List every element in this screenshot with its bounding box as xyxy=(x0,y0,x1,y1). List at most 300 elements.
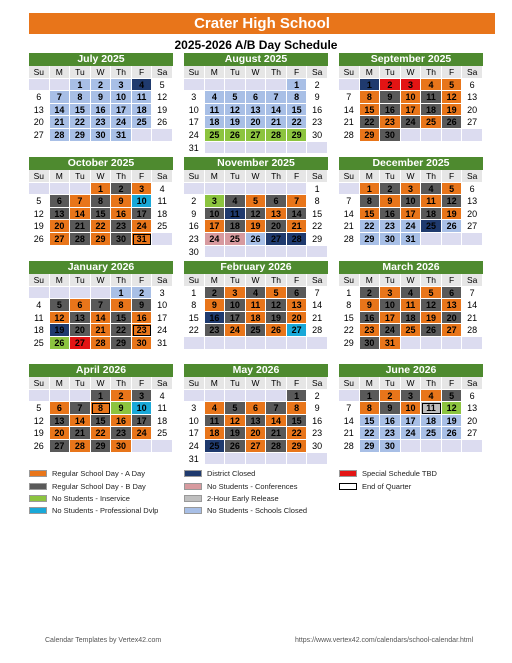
weekday-label: M xyxy=(360,274,381,287)
day-cell: 31 xyxy=(132,233,153,246)
day-cell: 16 xyxy=(307,104,328,117)
day-cell: 2 xyxy=(111,390,132,403)
day-cell: 26 xyxy=(421,324,442,337)
day-cell: 21 xyxy=(266,116,287,129)
legend-item-A xyxy=(29,468,179,479)
empty-day-cell xyxy=(442,129,463,142)
day-cell: 12 xyxy=(225,104,246,117)
day-cell: 20 xyxy=(246,116,267,129)
empty-day-cell xyxy=(70,390,91,403)
day-cell: 24 xyxy=(401,427,422,440)
day-cell: 4 xyxy=(421,183,442,196)
day-cell: 24 xyxy=(401,116,422,129)
empty-day-cell xyxy=(70,183,91,196)
day-cell: 28 xyxy=(307,324,328,337)
weekday-label: Su xyxy=(339,377,360,390)
day-cell: 24 xyxy=(205,233,226,246)
day-cell: 27 xyxy=(246,129,267,142)
empty-day-cell xyxy=(225,79,246,92)
month-november-2025 xyxy=(184,157,328,258)
empty-day-cell xyxy=(266,453,287,466)
day-cell: 22 xyxy=(287,427,308,440)
empty-day-cell xyxy=(287,337,308,350)
empty-day-cell xyxy=(307,246,328,259)
day-cell: 26 xyxy=(29,233,50,246)
day-cell: 18 xyxy=(225,220,246,233)
day-cell: 10 xyxy=(205,208,226,221)
empty-day-cell xyxy=(152,440,173,453)
day-cell: 11 xyxy=(421,91,442,104)
legend-swatch xyxy=(29,507,47,514)
legend-item-tbd xyxy=(339,468,489,479)
empty-day-cell xyxy=(462,129,483,142)
day-cell: 28 xyxy=(50,129,71,142)
empty-day-cell xyxy=(246,79,267,92)
weekday-label: Th xyxy=(266,274,287,287)
day-cell: 10 xyxy=(401,402,422,415)
weekday-label: Su xyxy=(184,274,205,287)
day-cell: 10 xyxy=(184,415,205,428)
month-march-2026 xyxy=(339,261,483,350)
month-days-grid xyxy=(29,377,173,453)
day-cell: 13 xyxy=(246,415,267,428)
empty-day-cell xyxy=(287,142,308,155)
day-cell: 28 xyxy=(339,129,360,142)
weekday-label: M xyxy=(50,66,71,79)
month-october-2025 xyxy=(29,157,173,246)
empty-day-cell xyxy=(287,453,308,466)
day-cell: 8 xyxy=(339,299,360,312)
day-cell: 12 xyxy=(246,208,267,221)
day-cell: 12 xyxy=(442,91,463,104)
weekday-label: Th xyxy=(111,274,132,287)
day-cell: 13 xyxy=(266,208,287,221)
legend-item-early xyxy=(184,493,334,504)
day-cell: 2 xyxy=(91,79,112,92)
empty-day-cell xyxy=(421,129,442,142)
empty-day-cell xyxy=(339,79,360,92)
day-cell: 23 xyxy=(184,233,205,246)
day-cell: 30 xyxy=(360,337,381,350)
day-cell: 13 xyxy=(462,402,483,415)
empty-day-cell xyxy=(307,337,328,350)
day-cell: 8 xyxy=(91,402,112,415)
day-cell: 30 xyxy=(307,440,328,453)
day-cell: 27 xyxy=(287,324,308,337)
day-cell: 26 xyxy=(266,324,287,337)
empty-day-cell xyxy=(205,453,226,466)
empty-day-cell xyxy=(29,390,50,403)
month-september-2025 xyxy=(339,53,483,142)
day-cell: 9 xyxy=(380,91,401,104)
day-cell: 4 xyxy=(152,390,173,403)
weekday-label: Sa xyxy=(307,170,328,183)
day-cell: 7 xyxy=(307,287,328,300)
empty-day-cell xyxy=(205,79,226,92)
day-cell: 2 xyxy=(360,287,381,300)
empty-day-cell xyxy=(184,337,205,350)
weekday-label: F xyxy=(287,377,308,390)
legend-label: No Students - Professional Dvlp xyxy=(52,506,159,515)
day-cell: 11 xyxy=(205,104,226,117)
empty-day-cell xyxy=(442,440,463,453)
day-cell: 1 xyxy=(360,390,381,403)
legend-swatch xyxy=(184,507,202,514)
weekday-label: Tu xyxy=(70,274,91,287)
day-cell: 13 xyxy=(462,91,483,104)
day-cell: 11 xyxy=(132,91,153,104)
empty-day-cell xyxy=(225,142,246,155)
day-cell: 13 xyxy=(442,299,463,312)
legend-item-svc xyxy=(29,493,179,504)
day-cell: 12 xyxy=(29,208,50,221)
day-cell: 29 xyxy=(360,440,381,453)
schedule-subtitle: 2025-2026 A/B Day Schedule xyxy=(174,38,338,52)
day-cell: 6 xyxy=(246,402,267,415)
day-cell: 5 xyxy=(266,287,287,300)
day-cell: 19 xyxy=(225,116,246,129)
day-cell: 16 xyxy=(205,312,226,325)
month-days-grid xyxy=(339,66,483,142)
month-header: June 2026 xyxy=(339,364,483,377)
empty-day-cell xyxy=(266,246,287,259)
day-cell: 29 xyxy=(91,233,112,246)
day-cell: 7 xyxy=(339,402,360,415)
day-cell: 25 xyxy=(246,324,267,337)
day-cell: 20 xyxy=(442,312,463,325)
day-cell: 7 xyxy=(70,402,91,415)
day-cell: 16 xyxy=(307,415,328,428)
empty-day-cell xyxy=(29,183,50,196)
day-cell: 3 xyxy=(401,183,422,196)
day-cell: 17 xyxy=(152,312,173,325)
day-cell: 18 xyxy=(205,427,226,440)
weekday-label: M xyxy=(360,170,381,183)
day-cell: 12 xyxy=(50,312,71,325)
weekday-label: Sa xyxy=(307,377,328,390)
month-header: February 2026 xyxy=(184,261,328,274)
day-cell: 5 xyxy=(246,195,267,208)
day-cell: 25 xyxy=(152,427,173,440)
day-cell: 18 xyxy=(205,116,226,129)
weekday-label: Th xyxy=(266,377,287,390)
day-cell: 3 xyxy=(152,287,173,300)
day-cell: 18 xyxy=(152,415,173,428)
day-cell: 21 xyxy=(70,220,91,233)
weekday-label: Th xyxy=(111,377,132,390)
day-cell: 31 xyxy=(184,142,205,155)
month-days-grid xyxy=(339,274,483,350)
legend-item-prof xyxy=(29,505,179,516)
day-cell: 26 xyxy=(225,129,246,142)
weekday-label: W xyxy=(401,66,422,79)
month-header: November 2025 xyxy=(184,157,328,170)
empty-day-cell xyxy=(287,183,308,196)
day-cell: 25 xyxy=(225,233,246,246)
day-cell: 23 xyxy=(380,116,401,129)
day-cell: 30 xyxy=(91,129,112,142)
empty-day-cell xyxy=(50,287,71,300)
day-cell: 15 xyxy=(111,312,132,325)
day-cell: 3 xyxy=(380,287,401,300)
day-cell: 13 xyxy=(70,312,91,325)
empty-day-cell xyxy=(184,390,205,403)
day-cell: 12 xyxy=(266,299,287,312)
day-cell: 8 xyxy=(360,195,381,208)
day-cell: 7 xyxy=(287,195,308,208)
legend-swatch xyxy=(29,470,47,477)
day-cell: 16 xyxy=(91,104,112,117)
legend-swatch xyxy=(184,470,202,477)
day-cell: 24 xyxy=(184,129,205,142)
day-cell: 20 xyxy=(70,324,91,337)
month-header: July 2025 xyxy=(29,53,173,66)
day-cell: 18 xyxy=(421,208,442,221)
day-cell: 6 xyxy=(442,287,463,300)
weekday-label: Tu xyxy=(70,377,91,390)
day-cell: 28 xyxy=(339,440,360,453)
day-cell: 28 xyxy=(287,233,308,246)
day-cell: 23 xyxy=(132,324,153,337)
empty-day-cell xyxy=(442,233,463,246)
weekday-label: Tu xyxy=(380,66,401,79)
empty-day-cell xyxy=(421,337,442,350)
day-cell: 25 xyxy=(205,129,226,142)
day-cell: 15 xyxy=(307,208,328,221)
day-cell: 1 xyxy=(339,287,360,300)
weekday-label: Tu xyxy=(70,66,91,79)
day-cell: 30 xyxy=(184,246,205,259)
day-cell: 25 xyxy=(421,427,442,440)
day-cell: 8 xyxy=(287,91,308,104)
day-cell: 9 xyxy=(307,402,328,415)
day-cell: 20 xyxy=(462,208,483,221)
day-cell: 24 xyxy=(111,116,132,129)
day-cell: 9 xyxy=(132,299,153,312)
empty-day-cell xyxy=(462,440,483,453)
day-cell: 19 xyxy=(266,312,287,325)
day-cell: 27 xyxy=(50,440,71,453)
weekday-label: Th xyxy=(111,170,132,183)
day-cell: 28 xyxy=(266,129,287,142)
empty-day-cell xyxy=(266,142,287,155)
day-cell: 4 xyxy=(205,91,226,104)
legend-item-closed xyxy=(184,468,334,479)
day-cell: 27 xyxy=(266,233,287,246)
weekday-label: Sa xyxy=(307,66,328,79)
day-cell: 6 xyxy=(287,287,308,300)
weekday-label: Sa xyxy=(152,377,173,390)
weekday-label: Sa xyxy=(152,66,173,79)
empty-day-cell xyxy=(50,183,71,196)
day-cell: 24 xyxy=(225,324,246,337)
weekday-label: W xyxy=(91,170,112,183)
day-cell: 11 xyxy=(29,312,50,325)
legend-item-conf xyxy=(184,481,334,492)
day-cell: 8 xyxy=(307,195,328,208)
empty-day-cell xyxy=(339,390,360,403)
weekday-label: F xyxy=(287,170,308,183)
footer-credit[interactable]: Calendar Templates by Vertex42.com xyxy=(45,637,162,644)
day-cell: 18 xyxy=(401,312,422,325)
day-cell: 2 xyxy=(380,390,401,403)
day-cell: 15 xyxy=(91,208,112,221)
day-cell: 29 xyxy=(287,440,308,453)
day-cell: 4 xyxy=(421,79,442,92)
day-cell: 17 xyxy=(184,116,205,129)
day-cell: 17 xyxy=(205,220,226,233)
weekday-label: Th xyxy=(421,66,442,79)
day-cell: 21 xyxy=(339,116,360,129)
month-january-2026 xyxy=(29,261,173,350)
empty-day-cell xyxy=(29,79,50,92)
legend-swatch xyxy=(29,495,47,502)
day-cell: 3 xyxy=(225,287,246,300)
day-cell: 18 xyxy=(421,415,442,428)
day-cell: 7 xyxy=(50,91,71,104)
footer-url[interactable]: https://www.vertex42.com/calendars/school-calendar.html xyxy=(295,637,474,644)
day-cell: 15 xyxy=(287,104,308,117)
day-cell: 8 xyxy=(91,195,112,208)
day-cell: 28 xyxy=(462,324,483,337)
month-may-2026 xyxy=(184,364,328,465)
day-cell: 22 xyxy=(111,324,132,337)
legend-item-sch xyxy=(184,505,334,516)
day-cell: 16 xyxy=(184,220,205,233)
day-cell: 28 xyxy=(339,233,360,246)
day-cell: 25 xyxy=(205,440,226,453)
month-february-2026 xyxy=(184,261,328,350)
day-cell: 25 xyxy=(421,116,442,129)
day-cell: 21 xyxy=(70,427,91,440)
weekday-label: Sa xyxy=(462,170,483,183)
day-cell: 8 xyxy=(184,299,205,312)
day-cell: 15 xyxy=(184,312,205,325)
day-cell: 22 xyxy=(339,324,360,337)
day-cell: 25 xyxy=(132,116,153,129)
day-cell: 29 xyxy=(111,337,132,350)
empty-day-cell xyxy=(266,390,287,403)
weekday-label: Su xyxy=(339,274,360,287)
empty-day-cell xyxy=(184,79,205,92)
weekday-label: F xyxy=(132,170,153,183)
day-cell: 3 xyxy=(111,79,132,92)
legend-label: No Students - Inservice xyxy=(52,494,130,503)
day-cell: 23 xyxy=(380,427,401,440)
day-cell: 4 xyxy=(401,287,422,300)
empty-day-cell xyxy=(70,287,91,300)
day-cell: 9 xyxy=(380,195,401,208)
day-cell: 14 xyxy=(70,208,91,221)
day-cell: 14 xyxy=(266,104,287,117)
day-cell: 3 xyxy=(401,79,422,92)
weekday-label: W xyxy=(246,377,267,390)
day-cell: 24 xyxy=(132,220,153,233)
day-cell: 30 xyxy=(380,129,401,142)
legend-item-eoq xyxy=(339,481,489,492)
empty-day-cell xyxy=(421,440,442,453)
day-cell: 31 xyxy=(152,337,173,350)
weekday-label: M xyxy=(360,66,381,79)
day-cell: 5 xyxy=(225,402,246,415)
day-cell: 18 xyxy=(152,208,173,221)
day-cell: 16 xyxy=(132,312,153,325)
empty-day-cell xyxy=(205,337,226,350)
day-cell: 29 xyxy=(307,233,328,246)
day-cell: 27 xyxy=(462,427,483,440)
day-cell: 16 xyxy=(111,415,132,428)
day-cell: 6 xyxy=(50,195,71,208)
day-cell: 25 xyxy=(421,220,442,233)
day-cell: 23 xyxy=(111,220,132,233)
empty-day-cell xyxy=(421,233,442,246)
weekday-label: Su xyxy=(29,170,50,183)
day-cell: 3 xyxy=(205,195,226,208)
day-cell: 15 xyxy=(287,415,308,428)
day-cell: 27 xyxy=(70,337,91,350)
day-cell: 29 xyxy=(70,129,91,142)
weekday-label: M xyxy=(50,170,71,183)
day-cell: 28 xyxy=(91,337,112,350)
day-cell: 14 xyxy=(70,415,91,428)
day-cell: 5 xyxy=(442,183,463,196)
day-cell: 30 xyxy=(132,337,153,350)
legend-label: 2-Hour Early Release xyxy=(207,494,279,503)
day-cell: 12 xyxy=(442,402,463,415)
day-cell: 8 xyxy=(111,299,132,312)
day-cell: 13 xyxy=(29,104,50,117)
weekday-label: W xyxy=(91,377,112,390)
day-cell: 15 xyxy=(360,208,381,221)
day-cell: 8 xyxy=(70,91,91,104)
weekday-label: W xyxy=(246,274,267,287)
weekday-label: Sa xyxy=(462,274,483,287)
weekday-label: W xyxy=(91,274,112,287)
day-cell: 9 xyxy=(380,402,401,415)
weekday-label: Sa xyxy=(307,274,328,287)
day-cell: 4 xyxy=(246,287,267,300)
day-cell: 2 xyxy=(184,195,205,208)
day-cell: 4 xyxy=(29,299,50,312)
weekday-label: F xyxy=(442,66,463,79)
legend-label: No Students - Schools Closed xyxy=(207,506,308,515)
legend-item-B xyxy=(29,481,179,492)
day-cell: 18 xyxy=(246,312,267,325)
day-cell: 14 xyxy=(339,208,360,221)
weekday-label: F xyxy=(132,66,153,79)
day-cell: 24 xyxy=(401,220,422,233)
month-december-2025 xyxy=(339,157,483,246)
day-cell: 7 xyxy=(266,91,287,104)
day-cell: 22 xyxy=(70,116,91,129)
month-days-grid xyxy=(29,274,173,350)
month-header: May 2026 xyxy=(184,364,328,377)
day-cell: 15 xyxy=(91,415,112,428)
day-cell: 19 xyxy=(246,220,267,233)
day-cell: 20 xyxy=(462,104,483,117)
day-cell: 17 xyxy=(401,415,422,428)
day-cell: 9 xyxy=(111,402,132,415)
empty-day-cell xyxy=(91,287,112,300)
day-cell: 18 xyxy=(132,104,153,117)
day-cell: 14 xyxy=(339,415,360,428)
empty-day-cell xyxy=(266,183,287,196)
day-cell: 1 xyxy=(111,287,132,300)
empty-day-cell xyxy=(401,440,422,453)
day-cell: 2 xyxy=(380,183,401,196)
day-cell: 9 xyxy=(307,91,328,104)
day-cell: 11 xyxy=(152,402,173,415)
